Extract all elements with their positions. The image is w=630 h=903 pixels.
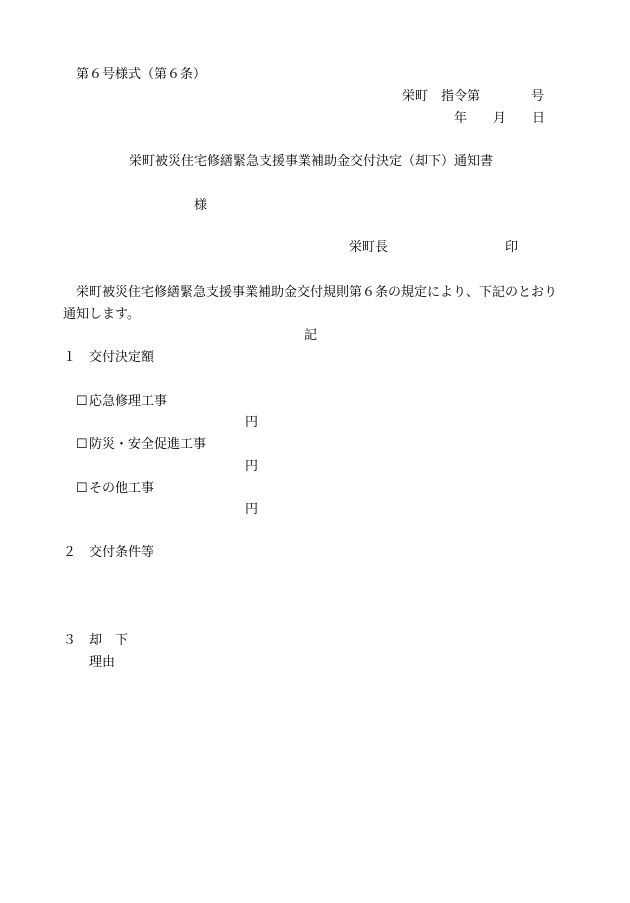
- rejection-reason-label: 理由: [89, 655, 116, 670]
- checkbox[interactable]: ☐: [76, 437, 88, 452]
- item-label: その他工事: [89, 481, 155, 496]
- sender-title: 栄町長: [349, 240, 389, 255]
- date-day: 日: [532, 111, 546, 126]
- form-number: 第６号様式（第６条）: [76, 67, 207, 82]
- note-heading: 記: [304, 328, 318, 343]
- seal-mark: 印: [505, 240, 519, 255]
- yen-unit: 円: [245, 459, 259, 474]
- section-1-label: 交付決定額: [89, 350, 155, 365]
- checkbox[interactable]: ☐: [76, 394, 88, 409]
- item-label: 応急修理工事: [89, 394, 168, 409]
- order-number-suffix: 号: [531, 89, 545, 104]
- date-year: 年: [454, 111, 468, 126]
- section-2-number: ２: [63, 545, 77, 560]
- body-text-line-1: 栄町被災住宅修繕緊急支援事業補助金交付規則第６条の規定により、下記のとおり: [76, 285, 558, 300]
- section-3-number: ３: [63, 633, 77, 648]
- item-label: 防災・安全促進工事: [89, 437, 207, 452]
- yen-unit: 円: [245, 502, 259, 517]
- issuer-town: 栄町: [402, 89, 429, 104]
- section-2-label: 交付条件等: [89, 545, 155, 560]
- order-label: 指令第: [441, 89, 481, 104]
- checkbox[interactable]: ☐: [76, 481, 88, 496]
- yen-unit: 円: [245, 415, 259, 430]
- section-1-number: １: [63, 350, 77, 365]
- section-3-label: 却 下: [89, 633, 129, 648]
- addressee-honorific: 様: [194, 198, 208, 213]
- date-month: 月: [493, 111, 507, 126]
- document-title: 栄町被災住宅修繕緊急支援事業補助金交付決定（却下）通知書: [129, 154, 494, 169]
- body-text-line-2: 通知します。: [63, 307, 140, 322]
